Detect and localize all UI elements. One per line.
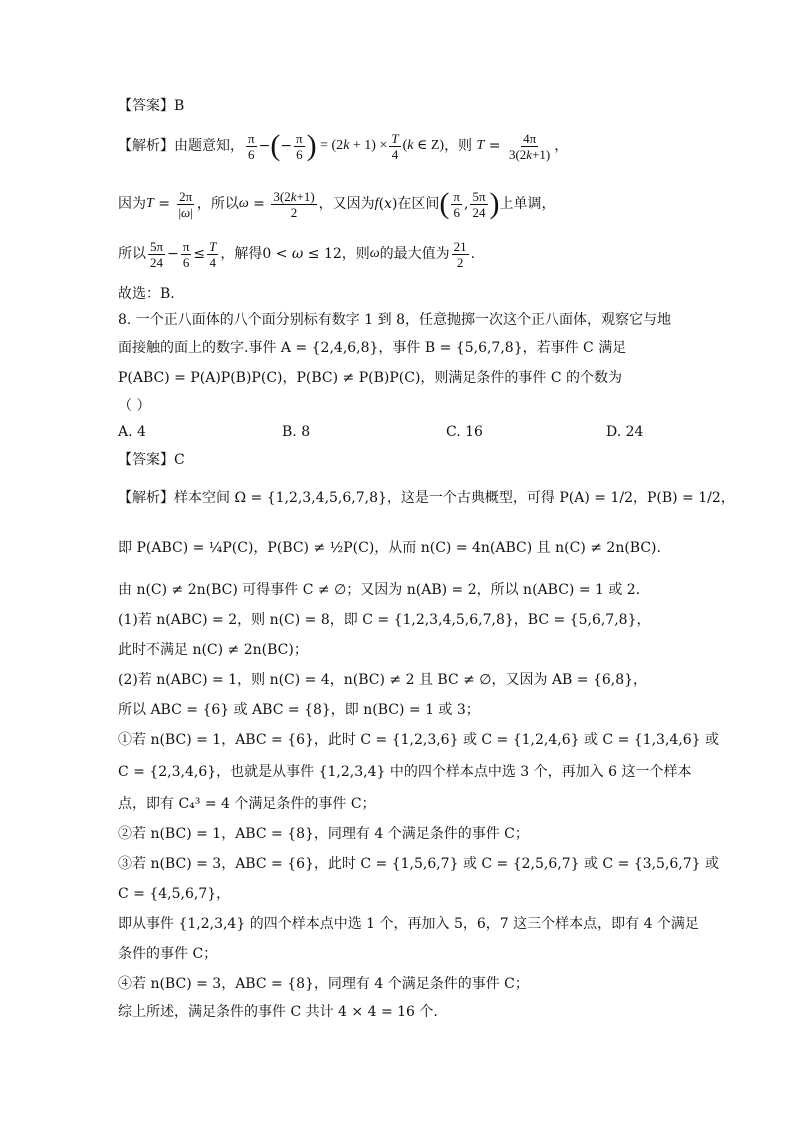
analysis-7-line-1: 【解析】由题意知， $\frac{\pi}{6}$ − ( − $\frac{\pi}{6}$ ) = (2k + 1) × $\frac{T}{4}$ (k ∈ Z) ，则 T = $\frac{4\pi}{3(2k+1)}$ ， [118,129,569,162]
text: ，则 [341,246,370,262]
text: 上单调， [499,196,556,212]
text: ，解得 [220,246,263,262]
analysis-8-line: (1)若 n(ABC) = 2，则 n(C) = 8，即 C = {1,2,3,4,5,6,7,8}，BC = {5,6,7,8}， [118,612,651,628]
fraction: $\frac{2\pi}{|\omega|}$ [178,188,193,220]
analysis-8-line: 即 P(ABC) = ¼P(C)，P(BC) ≠ ½P(C)，从而 n(C) = 4n(ABC) 且 n(C) ≠ 2n(BC). [118,540,661,556]
fraction: $\frac{T}{4}$ [391,130,399,162]
analysis-7-line-3: 所以 $\frac{5\pi}{24}$ − $\frac{\pi}{6}$ ≤ $\frac{T}{4}$ ，解得 0 < ω ≤ 12 ，则 ω 的最大值为 $\frac{21}{2}$ . [118,238,476,270]
option-a: A. 4 [118,424,146,440]
analysis-8-line: C = {4,5,6,7}， [118,886,231,902]
question-8-line-1: 8. 一个正八面体的八个面分别标有数字 1 到 8，任意抛掷一次这个正八面体，观察它与地 [118,312,671,328]
analysis-8-line: 综上所述，满足条件的事件 C 共计 4 × 4 = 16 个. [118,1004,438,1020]
analysis-8-line: 【解析】样本空间 Ω = {1,2,3,4,5,6,7,8}，这是一个古典概型，可得 P(A) = 1/2，P(B) = 1/2， [118,490,735,506]
text: 在区间 [397,196,440,212]
analysis-8-line: 由 n(C) ≠ 2n(BC) 可得事件 C ≠ ∅；又因为 n(AB) = 2，所以 n(ABC) = 1 或 2. [118,582,641,598]
analysis-8-line: ①若 n(BC) = 1，ABC = {6}，此时 C = {1,2,3,6} 或 C = {1,2,4,6} 或 C = {1,3,4,6} 或 [118,732,720,748]
fraction: $\frac{T}{4}$ [209,238,217,270]
fraction: $\frac{\pi}{6}$ [182,238,190,270]
question-8-line-3: P(ABC) = P(A)P(B)P(C)，P(BC) ≠ P(B)P(C)，则满足条件的事件 C 的个数为 [118,370,623,386]
analysis-8-line: 点，即有 C₄³ = 4 个满足条件的事件 C； [118,796,376,812]
option-c: C. 16 [446,424,483,440]
fraction: $\frac{\pi}{6}$ [248,130,255,162]
fraction: $\frac{5\pi}{24}$ [150,238,164,270]
answer-label-8: 【答案】C [118,452,185,468]
fraction: $\frac{4\pi}{3(2k+1)}$ [508,130,551,162]
analysis-8-line: C = {2,3,4,6}，也就是从事件 {1,2,3,4} 中的四个样本点中选 3 个，再加入 6 这一个样本 [118,764,692,780]
fraction: $\frac{21}{2}$ [453,238,467,270]
fraction: $\frac{3(2k+1)}{2}$ [273,188,315,220]
conclusion-7: 故选：B. [118,286,175,302]
analysis-8-line: ④若 n(BC) = 3，ABC = {8}，同理有 4 个满足条件的事件 C； [118,976,529,992]
fraction: $\frac{\pi}{6}$ [453,188,460,220]
analysis-8-line: ③若 n(BC) = 3，ABC = {6}，此时 C = {1,5,6,7} 或 C = {2,5,6,7} 或 C = {3,5,6,7} 或 [118,856,720,872]
analysis-8-line: 所以 ABC = {6} 或 ABC = {8}，即 n(BC) = 1 或 3； [118,702,480,718]
analysis-8-line: 此时不满足 n(C) ≠ 2n(BC)； [118,642,308,658]
analysis-8-line: 条件的事件 C； [118,946,218,962]
fraction: $\frac{5\pi}{24}$ [472,188,486,220]
analysis-8-line: (2)若 n(ABC) = 1，则 n(C) = 4，n(BC) ≠ 2 且 BC ≠ ∅，又因为 AB = {6,8}， [118,672,648,688]
text: 因为 [118,196,146,212]
analysis-7-line-2: 因为 T = $\frac{2\pi}{|\omega|}$ ，所以 ω = $\frac{3(2k+1)}{2}$ ，又因为 f (x) 在区间 ( $\frac{\pi}{6}$ , $\frac{5\pi}{24}$ ) 上单调， [118,187,556,220]
text: ，所以 [196,196,239,212]
text: 的最大值为 [379,246,450,262]
option-d: D. 24 [606,424,644,440]
fraction: $\frac{\pi}{6}$ [296,130,303,162]
answer-label-7: 【答案】B [118,98,185,114]
analysis-8-line: ②若 n(BC) = 1，ABC = {8}，同理有 4 个满足条件的事件 C； [118,826,529,842]
analysis-7-prefix: 【解析】由题意知， [118,138,244,154]
analysis-8-line: 即从事件 {1,2,3,4} 的四个样本点中选 1 个，再加入 5，6，7 这三个样本点，即有 4 个满足 [118,916,699,932]
text: ，又因为 [318,196,375,212]
question-8-line-2: 面接触的面上的数字.事件 A = {2,4,6,8}，事件 B = {5,6,7,8}，若事件 C 满足 [118,340,627,356]
text: 所以 [118,246,146,262]
option-b: B. 8 [282,424,311,440]
question-8-paren: （ ） [118,398,151,414]
